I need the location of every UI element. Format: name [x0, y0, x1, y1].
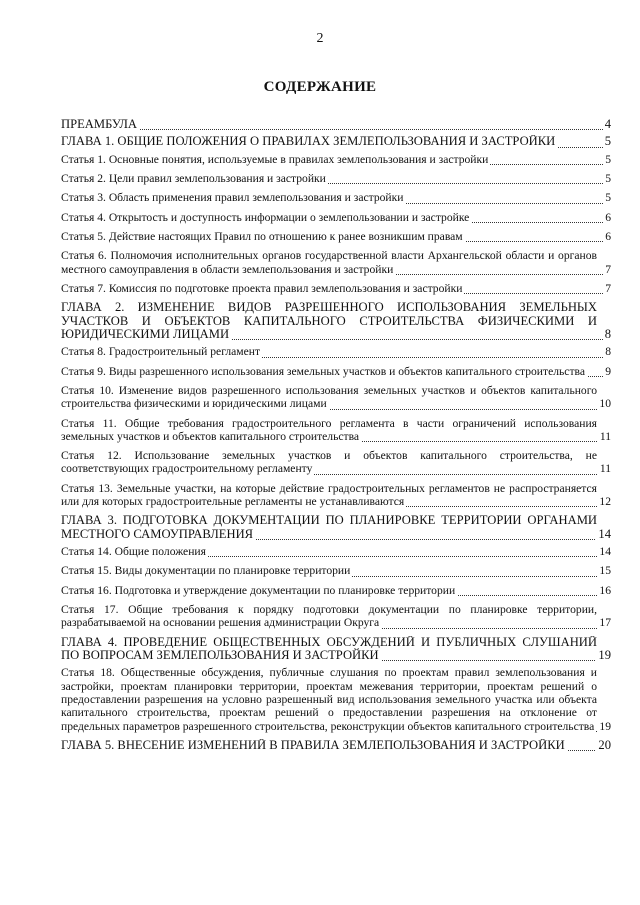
toc-article-entry[interactable] [61, 384, 611, 411]
toc-entry-title: Статья 5. Действие настоящих Правил по отношению к ранее возникшим правам [61, 230, 463, 243]
toc-entry-text-wrap [61, 417, 611, 444]
toc-entry-title: Статья 11. Общие требования градостроительного регламента в части ограничений использования земельных участков и объектов капитального строительства [61, 416, 597, 443]
toc-page-number: 5 [605, 152, 611, 166]
toc-article-entry[interactable] [61, 172, 611, 185]
toc-page-number: 7 [605, 262, 611, 276]
table-of-contents [61, 118, 611, 756]
toc-entry-title: ГЛАВА 5. ВНЕСЕНИЕ ИЗМЕНЕНИЙ В ПРАВИЛА ЗЕМЛЕПОЛЬЗОВАНИЯ И ЗАСТРОЙКИ [61, 738, 565, 752]
toc-page-number: 19 [598, 648, 611, 663]
toc-dot-leader [61, 129, 611, 130]
toc-entry-text-wrap [61, 636, 611, 663]
toc-entry-text-wrap [61, 482, 611, 509]
toc-page-number: 12 [599, 495, 611, 509]
toc-entry-title: ГЛАВА 3. ПОДГОТОВКА ДОКУМЕНТАЦИИ ПО ПЛАНИРОВКЕ ТЕРРИТОРИИ ОРГАНАМИ МЕСТНОГО САМОУПРАВЛЕНИЯ [61, 514, 597, 541]
toc-entry-title: ГЛАВА 4. ПРОВЕДЕНИЕ ОБЩЕСТВЕННЫХ ОБСУЖДЕНИЙ И ПУБЛИЧНЫХ СЛУШАНИЙ ПО ВОПРОСАМ ЗЕМЛЕПОЛЬЗОВАНИЯ И ЗАСТРОЙКИ [61, 635, 597, 663]
toc-entry-title: Статья 14. Общие положения [61, 545, 206, 559]
toc-entry-text-wrap [61, 603, 611, 630]
toc-page-number: 4 [604, 118, 611, 131]
toc-article-entry[interactable] [61, 482, 611, 509]
toc-article-entry[interactable] [61, 345, 611, 358]
toc-heading: СОДЕРЖАНИЕ [263, 79, 377, 95]
toc-chapter-entry[interactable] [61, 301, 611, 341]
toc-article-entry[interactable] [61, 249, 611, 276]
toc-entry-text-wrap [61, 666, 611, 732]
toc-page-number: 5 [605, 172, 611, 186]
toc-entry-title: Статья 1. Основные понятия, используемые в правилах землепользования и застройки [61, 152, 489, 166]
toc-page-number: 16 [599, 583, 611, 597]
toc-chapter-entry[interactable] [61, 118, 611, 131]
toc-page-number: 7 [605, 281, 611, 295]
toc-page-number: 15 [599, 564, 611, 578]
toc-entry-title: Статья 4. Открытость и доступность информации о землепользовании и застройке [61, 210, 470, 224]
toc-chapter-entry[interactable] [61, 739, 611, 752]
toc-article-entry[interactable] [61, 449, 611, 476]
toc-entry-title: Статья 2. Цели правил землепользования и застройки [61, 172, 326, 186]
toc-entry-title: Статья 17. Общие требования к порядку подготовки документации по планировке территории, разрабатываемой на основании решения администрации Округа [61, 603, 597, 630]
toc-article-entry[interactable] [61, 153, 611, 166]
toc-entry-text-wrap [61, 739, 611, 752]
toc-article-entry[interactable] [61, 191, 611, 204]
toc-entry-title: Статья 3. Область применения правил землепользования и застройки [61, 191, 404, 205]
toc-entry-text-wrap [61, 449, 611, 476]
toc-article-entry[interactable] [61, 603, 611, 630]
toc-article-entry[interactable] [61, 666, 611, 732]
toc-article-entry[interactable] [61, 365, 611, 378]
page-number: 2 [316, 31, 324, 46]
toc-article-entry[interactable] [61, 230, 611, 243]
toc-chapter-entry[interactable] [61, 636, 611, 663]
toc-page-number: 5 [605, 191, 611, 205]
toc-entry-title: Статья 10. Изменение видов разрешенного использования земельных участков и объектов капитального строительства физическими и юридическими лицами [61, 384, 597, 411]
toc-entry-title: Статья 15. Виды документации по планировке территории [61, 564, 351, 578]
toc-page-number: 8 [605, 345, 611, 359]
toc-entry-text-wrap [61, 384, 611, 411]
toc-article-entry[interactable] [61, 564, 611, 577]
toc-page-number: 5 [604, 135, 611, 149]
toc-page-number: 6 [605, 230, 611, 243]
toc-page-number: 8 [604, 327, 611, 341]
toc-entry-text-wrap [61, 301, 611, 341]
toc-entry-title: Статья 18. Общественные обсуждения, публичные слушания по проектам правил землепользования и застройки, проектам планировки территории, проектам межевания территории, проектам решений о предоставлении разрешения на условно разрешенный вид использования земельного участка или объекта капитального строительства, проектам решений о предоставлении разрешения на отклонение от предельных параметров разрешенного строительства, реконструкции объектов капитального строительства [61, 666, 597, 733]
toc-entry-text-wrap [61, 365, 611, 378]
toc-entry-title: Статья 12. Использование земельных участков и объектов капитального строительства, не соответствующих градостроительному регламенту [61, 449, 597, 476]
toc-page-number: 11 [599, 429, 611, 443]
toc-entry-title: Статья 8. Градостроительный регламент [61, 345, 261, 359]
toc-article-entry[interactable] [61, 584, 611, 597]
toc-entry-title: ГЛАВА 1. ОБЩИЕ ПОЛОЖЕНИЯ О ПРАВИЛАХ ЗЕМЛЕПОЛЬЗОВАНИЯ И ЗАСТРОЙКИ [61, 135, 556, 149]
toc-article-entry[interactable] [61, 282, 611, 295]
toc-entry-title: ПРЕАМБУЛА [61, 118, 138, 131]
toc-entry-text-wrap [61, 135, 611, 148]
toc-chapter-entry[interactable] [61, 514, 611, 541]
toc-page-number: 19 [599, 719, 611, 733]
toc-page-number: 10 [599, 397, 611, 411]
toc-page-number: 20 [598, 738, 611, 752]
toc-entry-title: Статья 6. Полномочия исполнительных органов государственной власти Архангельской области и органов местного самоуправления в области землепользования и застройки [61, 249, 597, 276]
toc-page-number: 14 [599, 545, 611, 559]
toc-entry-text-wrap [61, 514, 611, 541]
toc-entry-title: Статья 16. Подготовка и утверждение документации по планировке территории [61, 583, 456, 597]
toc-entry-text-wrap [61, 249, 611, 276]
toc-page-number: 11 [599, 462, 611, 476]
toc-article-entry[interactable] [61, 417, 611, 444]
toc-page-number: 17 [599, 616, 611, 630]
toc-article-entry[interactable] [61, 545, 611, 558]
toc-page-number: 6 [605, 210, 611, 224]
toc-page-number: 9 [605, 364, 611, 378]
toc-page-number: 14 [598, 526, 611, 541]
toc-article-entry[interactable] [61, 211, 611, 224]
toc-entry-title: ГЛАВА 2. ИЗМЕНЕНИЕ ВИДОВ РАЗРЕШЕННОГО ИСПОЛЬЗОВАНИЯ ЗЕМЕЛЬНЫХ УЧАСТКОВ И ОБЪЕКТОВ КАПИТАЛЬНОГО СТРОИТЕЛЬСТВА ФИЗИЧЕСКИМИ И ЮРИДИЧЕСКИМИ ЛИЦАМИ [61, 301, 597, 341]
toc-entry-title: Статья 9. Виды разрешенного использования земельных участков и объектов капитального строительства [61, 364, 585, 378]
toc-entry-title: Статья 13. Земельные участки, на которые действие градостроительных регламентов не распространяется или для которых градостроительные регламенты не устанавливаются [61, 481, 597, 509]
toc-entry-title: Статья 7. Комиссия по подготовке проекта правил землепользования и застройки [61, 281, 463, 295]
toc-chapter-entry[interactable] [61, 135, 611, 148]
